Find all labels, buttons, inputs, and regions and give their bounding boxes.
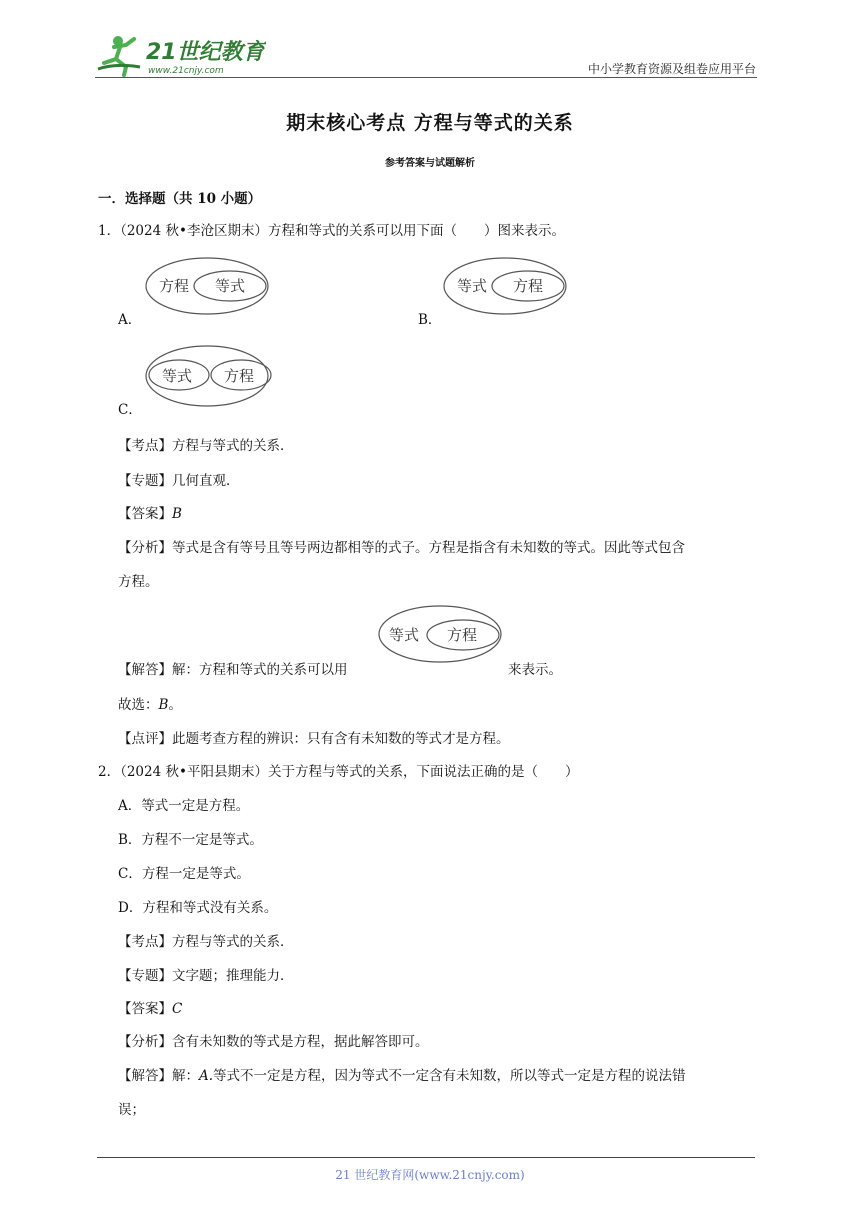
- site-slogan: 中小学教育资源及组卷应用平台: [587, 62, 756, 76]
- page-subtitle: 参考答案与试题解析: [385, 158, 475, 169]
- q1-zhuanti: 【专题】几何直观．: [118, 473, 240, 489]
- q1-stem: 1．（2024 秋•李沧区期末）方程和等式的关系可以用下面（ ）图来表示。: [98, 223, 565, 239]
- q1-option-c-label[interactable]: C．: [118, 402, 142, 418]
- kaodian-tag: 【考点】: [118, 438, 172, 454]
- venn-a-inner-label: 等式: [215, 277, 246, 295]
- q1-fenxi-line2: 方程。: [118, 574, 159, 590]
- venn-c-right-label: 方程: [224, 367, 255, 385]
- q1-option-b-label[interactable]: B．: [418, 312, 442, 328]
- q2-kaodian: 【考点】方程与等式的关系．: [118, 934, 294, 950]
- q1-venn-solution: [377, 604, 505, 666]
- venn-b-outer-label: 等式: [457, 277, 488, 295]
- q1-dianping: 【点评】此题考查方程的辨识：只有含有未知数的等式才是方程。: [118, 731, 510, 747]
- q2-option-d[interactable]: D．方程和等式没有关系。: [118, 900, 278, 916]
- q2-zhuanti: 【专题】文字题；推理能力．: [118, 968, 294, 984]
- q1-venn-b[interactable]: [442, 256, 572, 318]
- q1-jieda-post: 来表示。: [508, 662, 562, 678]
- q2-fenxi: 【分析】含有未知数的等式是方程，据此解答即可。: [118, 1034, 429, 1050]
- logo-text: 21世纪教育: [146, 40, 265, 65]
- q1-answer: 【答案】B: [118, 506, 182, 522]
- q2-option-c[interactable]: C．方程一定是等式。: [118, 866, 250, 882]
- answer-tag: 【答案】: [118, 1001, 172, 1017]
- venn-b-inner-label: 方程: [513, 277, 544, 295]
- q2-option-a[interactable]: A．等式一定是方程。: [118, 798, 250, 814]
- q1-fenxi-line1: 【分析】等式是含有等号且等号两边都相等的式子。方程是指含有未知数的等式。因此等式包含: [118, 540, 685, 556]
- venn-d-inner-label: 方程: [447, 626, 478, 644]
- q1-guxuan: 故选：B。: [118, 697, 182, 713]
- venn-d-outer-label: 等式: [389, 626, 420, 644]
- zhuanti-tag: 【专题】: [118, 473, 172, 489]
- footer-text[interactable]: 21 世纪教育网(www.21cnjy.com): [335, 1168, 525, 1182]
- venn-c-left-label: 等式: [162, 367, 193, 385]
- kaodian-tag: 【考点】: [118, 934, 172, 950]
- header-divider: [95, 77, 757, 78]
- logo-url: www.21cnjy.com: [148, 66, 224, 76]
- fenxi-tag: 【分析】: [118, 540, 172, 556]
- section-heading: 一．选择题（共 10 小题）: [98, 191, 262, 207]
- runner-icon: [98, 36, 140, 75]
- q1-venn-a[interactable]: [144, 256, 274, 318]
- page-title: 期末核心考点 方程与等式的关系: [286, 112, 574, 134]
- fenxi-tag: 【分析】: [118, 1034, 172, 1050]
- q1-kaodian: 【考点】方程与等式的关系．: [118, 438, 294, 454]
- footer-divider: [97, 1157, 755, 1158]
- answer-tag: 【答案】: [118, 506, 172, 522]
- q2-option-b[interactable]: B．方程不一定是等式。: [118, 832, 263, 848]
- venn-a-outer-label: 方程: [159, 277, 190, 295]
- q1-option-a-label[interactable]: A．: [118, 312, 142, 328]
- dianping-tag: 【点评】: [118, 731, 172, 747]
- jieda-tag: 【解答】: [118, 1068, 172, 1084]
- q2-jieda-line1: 【解答】解：A.等式不一定是方程，因为等式不一定含有未知数，所以等式一定是方程的说法错: [118, 1068, 686, 1084]
- q2-stem: 2．（2024 秋•平阳县期末）关于方程与等式的关系，下面说法正确的是（ ）: [98, 764, 579, 780]
- q1-jieda: 【解答】解：方程和等式的关系可以用: [118, 662, 348, 678]
- site-logo: [96, 33, 266, 77]
- jieda-tag: 【解答】: [118, 662, 172, 678]
- q1-venn-c[interactable]: [144, 345, 274, 409]
- q2-jieda-line2: 误；: [118, 1102, 145, 1118]
- zhuanti-tag: 【专题】: [118, 968, 172, 984]
- q2-answer: 【答案】C: [118, 1001, 183, 1017]
